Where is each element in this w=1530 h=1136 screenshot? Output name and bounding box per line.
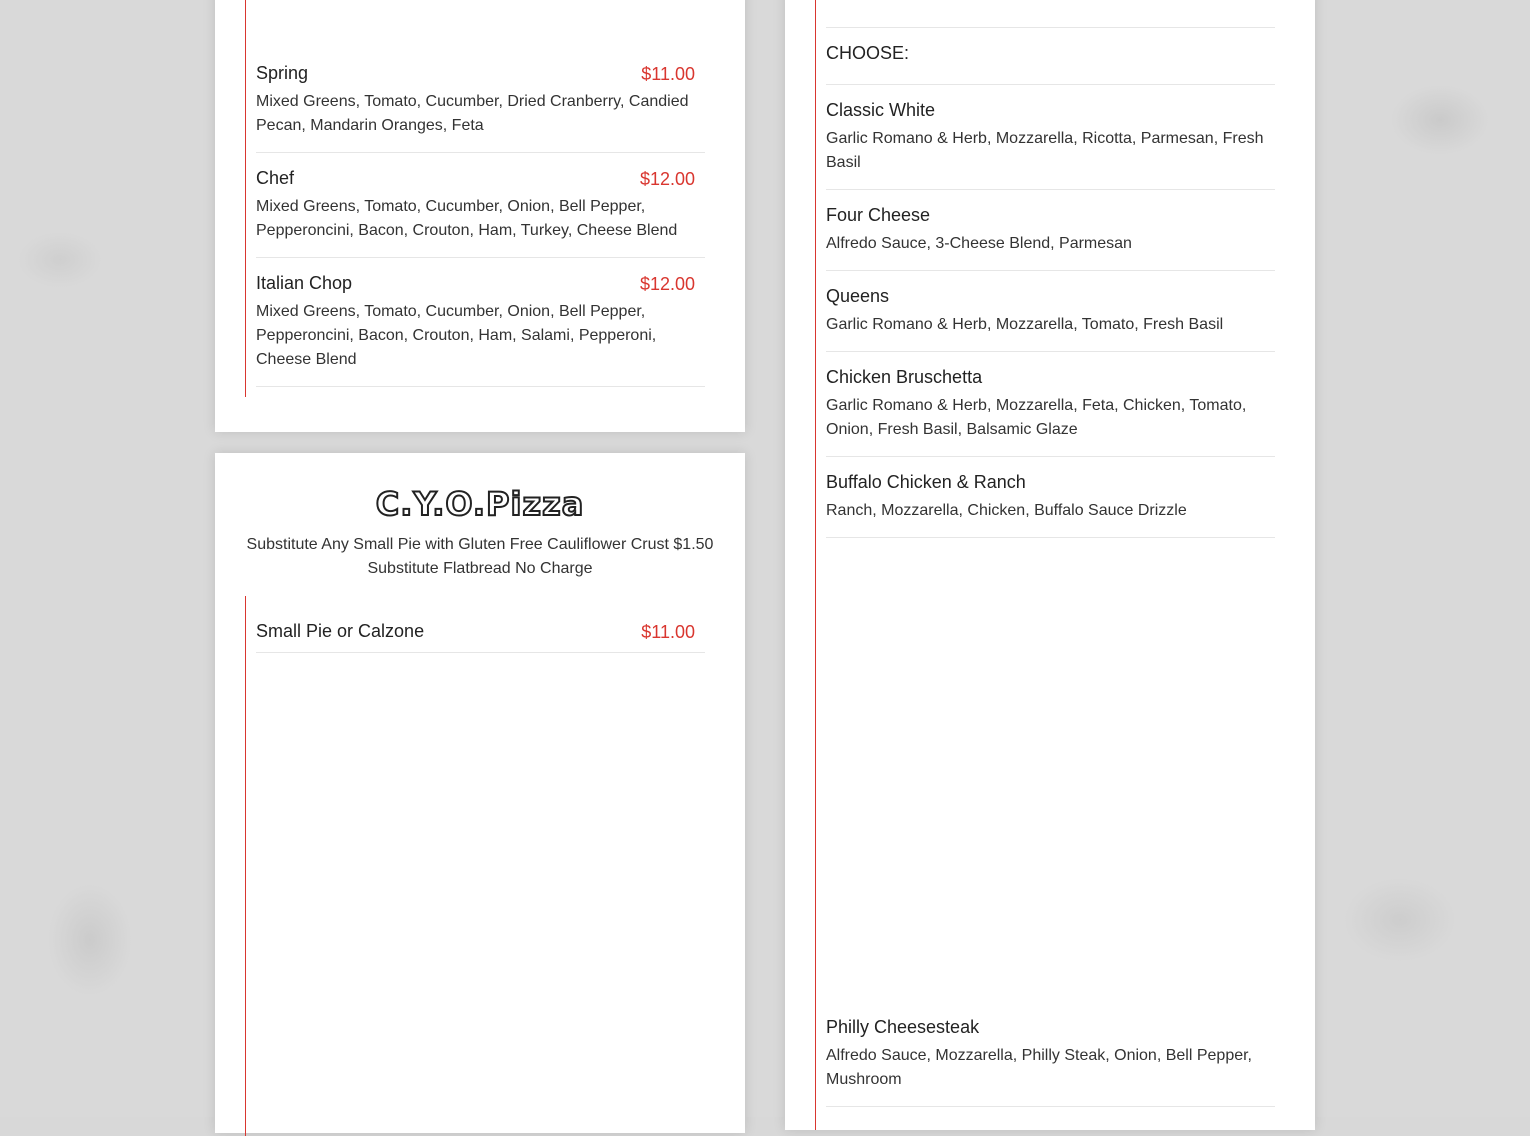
item-description: Alfredo Sauce, Mozzarella, Philly Steak, Onion, Bell Pepper, Mushroom [826,1047,1252,1088]
combo-top-cut [826,0,1275,28]
item-name: Queens [826,286,890,306]
item-description: Ranch, Mozzarella, Chicken, Buffalo Sauce Drizzle [826,502,1187,519]
item-name: Buffalo Chicken & Ranch [826,472,1026,492]
salad-menu-card [215,0,745,432]
item-name: Chef [256,168,295,188]
cyo-pizza-card [215,453,745,1133]
menu-item-small-pie-calzone[interactable] [256,620,705,653]
item-description: Mixed Greens, Tomato, Cucumber, Onion, Bell Pepper, Pepperoncini, Bacon, Crouton, Ham, Salami, Pepperoni, Cheese Blend [256,303,657,368]
item-description: Mixed Greens, Tomato, Cucumber, Dried Cranberry, Candied Pecan, Mandarin Oranges, Feta [256,93,689,134]
menu-item-philly-cheesesteak[interactable] [826,1016,1275,1107]
item-name: Italian Chop [256,273,353,293]
menu-item-chicken-bruschetta[interactable] [826,366,1275,457]
item-price: $12.00 [639,169,695,189]
salad-accent-line [245,0,246,397]
item-name: Spring [256,63,309,83]
item-name: Philly Cheesesteak [826,1017,980,1037]
item-price: $11.00 [641,622,695,642]
menu-item-spring[interactable] [256,62,705,153]
menu-item-classic-white[interactable] [826,99,1275,190]
cyo-accent-line [245,596,246,1136]
item-description: Garlic Romano & Herb, Mozzarella, Feta, Chicken, Tomato, Onion, Fresh Basil, Balsamic Glaze [826,397,1247,438]
choose-label: CHOOSE: [826,43,910,63]
menu-item-queens[interactable] [826,285,1275,352]
menu-item-buffalo-chicken-ranch[interactable] [826,471,1275,538]
subtitle-line-gluten-free: Substitute Any Small Pie with Gluten Free Cauliflower Crust $1.50 [246,536,714,553]
section-title: C.Y.O.Pizza [375,485,585,523]
menu-item-chef[interactable] [256,167,705,258]
menu-item-four-cheese[interactable] [826,204,1275,271]
subtitle-line-flatbread: Substitute Flatbread No Charge [367,560,593,577]
item-name: Chicken Bruschetta [826,367,983,387]
item-name: Four Cheese [826,205,931,225]
item-name: Classic White [826,100,936,120]
section-subtitle [215,533,745,581]
specialty-pizza-card [785,0,1315,1130]
item-description: Mixed Greens, Tomato, Cucumber, Onion, Bell Pepper, Pepperoncini, Bacon, Crouton, Ham, Turkey, Cheese Blend [256,198,678,239]
item-description: Garlic Romano & Herb, Mozzarella, Tomato, Fresh Basil [826,316,1224,333]
menu-item-italian-chop[interactable] [256,272,705,387]
item-description: Alfredo Sauce, 3-Cheese Blend, Parmesan [826,235,1132,252]
item-price: $12.00 [639,274,695,294]
item-price: $11.00 [641,64,695,84]
item-description: Garlic Romano & Herb, Mozzarella, Ricotta, Parmesan, Fresh Basil [826,130,1264,171]
item-name: Small Pie or Calzone [256,621,425,641]
specialty-accent-line [815,0,816,1130]
choose-heading [826,42,1275,85]
